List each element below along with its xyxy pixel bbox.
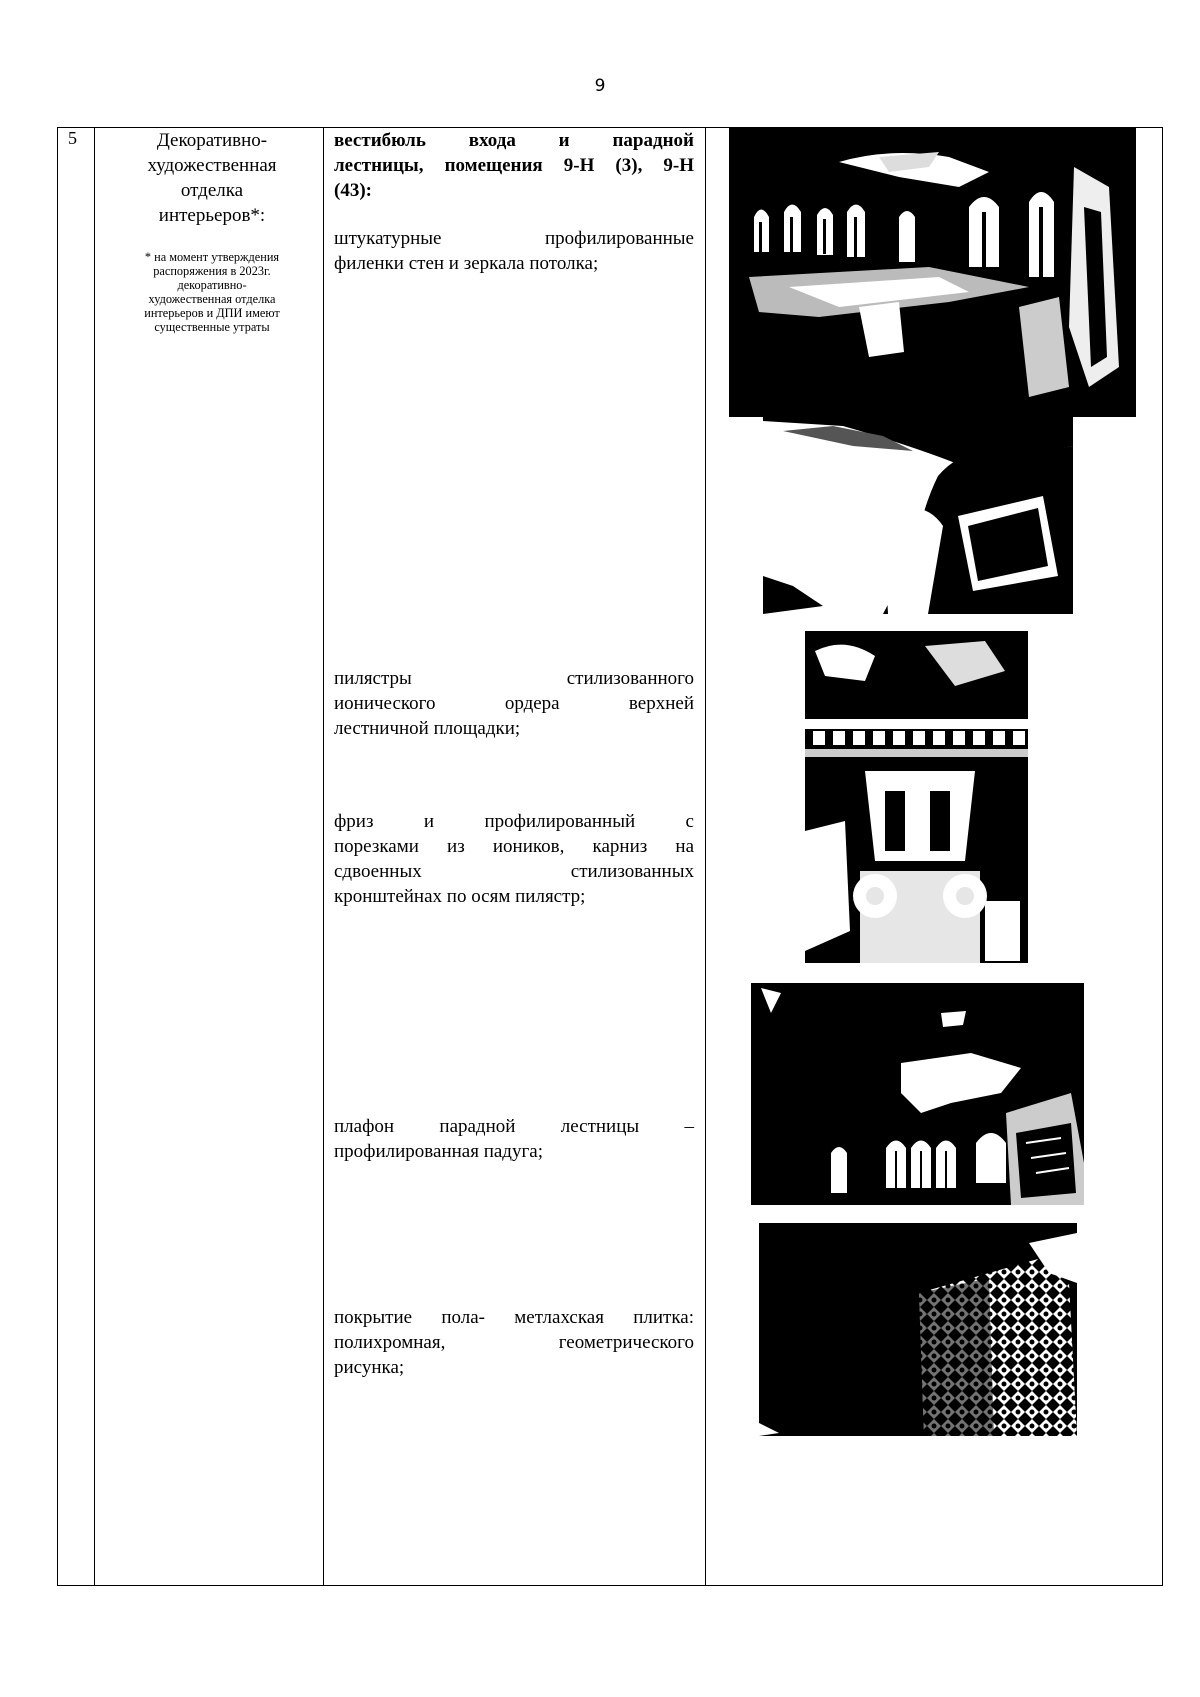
- footnote-line: * на момент утверждения: [144, 250, 280, 264]
- row-number: 5: [68, 128, 77, 148]
- column-divider: [94, 128, 95, 1585]
- item-name-line: интерьеров*:: [158, 205, 266, 226]
- item-name-line: отделка: [180, 180, 244, 201]
- description-line: фриз и профилированный с: [334, 811, 694, 832]
- footnote-line: художественная отделка: [148, 292, 276, 306]
- element-description-frieze: [334, 809, 694, 909]
- element-description-panels: [334, 226, 694, 276]
- heading-line: (43):: [334, 180, 372, 201]
- description-line: штукатурные профилированные: [334, 228, 694, 249]
- footnote-line: распоряжения в 2023г.: [153, 264, 271, 278]
- description-line: лестничной площадки;: [334, 718, 521, 739]
- footnote-line: декоративно-: [177, 278, 247, 292]
- heading-line: лестницы, помещения 9-Н (3), 9-Н: [334, 155, 694, 176]
- description-line: филенки стен и зеркала потолка;: [334, 253, 599, 274]
- description-line: профилированная падуга;: [334, 1141, 543, 1162]
- description-line: порезками из иоников, карниз на: [334, 836, 694, 857]
- column-divider: [705, 128, 706, 1585]
- column-divider: [323, 128, 324, 1585]
- page-number: 9: [594, 76, 606, 96]
- item-footnote: [101, 250, 323, 334]
- description-line: ионического ордера верхней: [334, 693, 694, 714]
- description-line: полихромная, геометрического: [334, 1332, 694, 1353]
- element-description-plafond: [334, 1114, 694, 1164]
- description-line: плафон парадной лестницы –: [334, 1116, 694, 1137]
- element-description-pilasters: [334, 666, 694, 741]
- element-description-floor: [334, 1305, 694, 1380]
- item-name-line: художественная: [147, 155, 277, 176]
- item-name: [101, 128, 323, 228]
- pilaster-capital-photo: [805, 631, 1028, 963]
- item-name-line: Декоративно-: [156, 130, 268, 151]
- description-line: покрытие пола- метлахская плитка:: [334, 1307, 694, 1328]
- section-heading: [334, 128, 694, 203]
- vestibule-arches-photo: [729, 127, 1136, 417]
- description-line: рисунка;: [334, 1357, 405, 1378]
- footnote-line: интерьеров и ДПИ имеют: [144, 306, 280, 320]
- description-line: кронштейнах по осям пилястр;: [334, 886, 586, 907]
- heading-line: вестибюль входа и парадной: [334, 130, 694, 151]
- ceiling-corner-photo: [763, 406, 1073, 614]
- metlakh-tile-floor-photo: [759, 1223, 1077, 1436]
- description-line: сдвоенных стилизованных: [334, 861, 694, 882]
- footnote-line: существенные утраты: [154, 320, 270, 334]
- description-line: пилястры стилизованного: [334, 668, 694, 689]
- staircase-plafond-photo: [751, 983, 1084, 1205]
- heritage-table: [57, 127, 1163, 1586]
